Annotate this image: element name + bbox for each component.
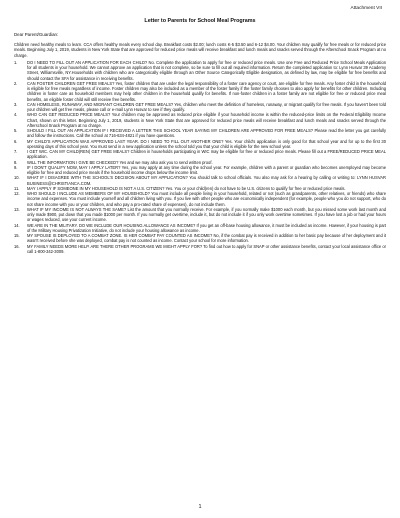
faq-answer: Yes. You or your child(ren) do not have to be U.S. citizens to qualify for free or reduced price meals. [165, 185, 346, 191]
faq-question: DO I NEED TO FILL OUT AN APPLICATION FOR EACH CHILD? [27, 59, 148, 65]
faq-question: I GET WIC. CAN MY CHILD(REN) GET FREE MEALS? [27, 149, 130, 155]
faq-answer: List the amount that you normally receive. For example, if you normally make $1000 each month, but you missed some work last month and only made $900, put down that you made $1000 per month. If you normally get overtime, include it, but do not include it if you only work overtime sometimes. If you have lost a job or had your hours or wages reduced, use your current income. [27, 206, 386, 223]
faq-item-body [27, 207, 386, 223]
faq-item-body [27, 165, 386, 176]
faq-question: IF I DON'T QUALIFY NOW, MAY I APPLY LATER? [27, 164, 121, 170]
faq-question: SHOULD I FILL OUT AN APPLICATION IF I RECEIVED A LETTER THIS SCHOOL YEAR SAYING MY CHILDREN ARE APPROVED FOR FREE MEALS? [27, 128, 314, 134]
faq-answer: To find out how to apply for SNAP or other assistance benefits, contact your local assistance office or call 1-800-342-3009. [27, 243, 386, 254]
faq-answer: Yes, children who meet the definition of homeless, runaway, or migrant qualify for free meals. If you haven't been told your children will get free meals, please call or e-mail Lynn Husvar to see if they qualify. [27, 101, 386, 113]
faq-item [14, 149, 386, 160]
attachment-label: Attachment VII [350, 6, 382, 11]
faq-item-body [27, 223, 386, 234]
faq-item-body [27, 233, 386, 244]
faq-item-body [27, 244, 386, 255]
faq-answer: Your children may be approved as reduced price eligible if your household income is within the reduced-price limits on the Federal Eligibility Income Chart, shown on this letter. Beginning July 1, 2019, students in New York State that are approved for reduced price meals will receive breakfast and lunch meals and snacks served through the Afterschool Snack Program at no charge. [27, 112, 386, 128]
faq-item-number: 3. [14, 101, 18, 107]
faq-item [14, 112, 386, 128]
faq-question: WHAT IF I DISAGREE WITH THE SCHOOL'S DECISION ABOUT MY APPLICATION? [27, 175, 188, 181]
faq-item [14, 60, 386, 81]
faq-item [14, 223, 386, 234]
faq-answer: Yes. Your child's application is only good for that school year and for up to the first 30 operating days of this school year. You must send in a new application unless the school told you that your child is eligible for the new school year. [27, 138, 386, 149]
faq-item-number: 10. [14, 175, 20, 181]
faq-answer: No, if the combat pay is received in addition to her basic pay because of her deployment and it wasn't received before she was deployed, combat pay is not counted as income. Contact your school for more information. [27, 233, 386, 244]
faq-item-number: 15. [14, 233, 20, 239]
faq-item-number: 12. [14, 191, 20, 197]
faq-item-number: 14. [14, 222, 20, 228]
faq-item [14, 165, 386, 176]
faq-question: CAN FOSTER CHILDREN GET FREE MEALS? [27, 80, 115, 86]
faq-question: WHO CAN GET REDUCED PRICE MEALS? [27, 112, 111, 118]
faq-item [14, 175, 386, 186]
faq-item-number: 4. [14, 112, 18, 118]
faq-item [14, 102, 386, 113]
faq-question: WHAT IF MY INCOME IS NOT ALWAYS THE SAME? [27, 206, 127, 212]
faq-item-body [27, 102, 386, 113]
faq-question: MY FAMILY NEEDS MORE HELP. ARE THERE OTHER PROGRAMS WE MIGHT APPLY FOR? [27, 243, 203, 249]
faq-item-number: 7. [14, 149, 18, 155]
faq-item-body [27, 175, 386, 186]
faq-item [14, 207, 386, 223]
faq-question: MAY I APPLY IF SOMEONE IN MY HOUSEHOLD IS NOT A U.S. CITIZEN? [27, 185, 165, 191]
faq-question: MY CHILD'S APPLICATION WAS APPROVED LAST YEAR. DO I NEED TO FILL OUT ANOTHER ONE? [27, 138, 224, 144]
faq-item [14, 81, 386, 102]
faq-item [14, 244, 386, 255]
faq-item-number: 1. [14, 59, 18, 65]
faq-item [14, 191, 386, 207]
faq-item-body [27, 139, 386, 150]
salutation: Dear Parent/Guardian: [14, 32, 59, 37]
faq-item-body [27, 112, 386, 128]
faq-item-body [27, 60, 386, 81]
faq-item-number: 11. [14, 185, 20, 191]
faq-item-body [27, 191, 386, 207]
faq-item-number: 9. [14, 164, 18, 170]
faq-question: CAN HOMELESS, RUNAWAY, AND MIGRANT CHILDREN GET FREE MEALS? [27, 101, 174, 107]
faq-item [14, 139, 386, 150]
faq-item [14, 233, 386, 244]
faq-item [14, 128, 386, 139]
intro-paragraph: Children need healthy meals to learn. CCA offers healthy meals every school day. Breakfast costs $2.00; lunch costs K-5 $3.50 and 6-12 $4.00. Your children may qualify for free meals or for reduced price meals. Beginning July 1, 2019, students in New York State that are approved for reduced price meals will receive breakfast and lunch meals and snacks served through the Afterschool Snack Program at no charge. [14, 42, 386, 58]
faq-item-number: 2. [14, 80, 18, 86]
faq-answer: You must include all people living in your household, related or not (such as grandparents, other relatives, or friends) who share income and expenses. You must include yourself and all children living with you. If you live with other people who are economically independent (for example, people who you do not support, who do not share income with you or your children, and who pay a pro-rated share of expenses), do not include them. [27, 191, 386, 207]
faq-item-number: 8. [14, 159, 18, 165]
faq-item-number: 16. [14, 243, 20, 249]
document-title: Letter to Parents for School Meal Programs [144, 18, 256, 24]
faq-question: WE ARE IN THE MILITARY. DO WE INCLUDE OUR HOUSING ALLOWANCE AS INCOME? [27, 222, 196, 228]
faq-question: WHO SHOULD I INCLUDE AS MEMBERS OF MY HOUSEHOLD? [27, 191, 150, 197]
faq-question: WILL THE INFORMATION I GIVE BE CHECKED? [27, 159, 119, 165]
faq-list [14, 60, 386, 254]
faq-answer: No. Complete the application to apply for free or reduced price meals. Use one Free and Reduced Price School Meals Application for all students in your household. We cannot approve an application that is not complete, so be sure to fill out all required information. Return the completed application to: Lynn Husvar 39 Academy Street, Williamsville, NY.Households with children who are categorically eligible through an Other Source Categorically Eligible designation, as defined by law, may be eligible for free benefits and should contact the SFA for assistance in receiving benefits. [27, 59, 387, 81]
faq-answer: Yes and we may also ask you to send written proof. [119, 159, 213, 165]
faq-item-body [27, 128, 386, 139]
faq-answer: Yes, foster children that are under the legal responsibility of a foster care agency or court, are eligible for free meals. Any foster child in the household is eligible for free meals regardless of income. Foster children may also be included as a member of the foster family if the foster family chooses to also apply for benefits for other children. Including children in foster care as household members may help other children in the household qualify for benefits. If non-foster children in a foster family are not eligible for free or reduced price meal benefits, an eligible foster child will still receive free benefits. [27, 80, 386, 102]
faq-answer: Yes, you may apply at any time during the school year. For example, children with a parent or guardian who becomes unemployed may become eligible for free and reduced price meals if the household income drops below the income limit. [27, 164, 386, 176]
faq-item-number: 5. [14, 128, 18, 134]
faq-answer: Please read the letter you got carefully and follow the instructions. Call the school at 716-634-4821 if you have questions. [27, 128, 386, 139]
faq-item-number: 6. [14, 138, 18, 144]
faq-item-body [27, 149, 386, 160]
faq-item-body [27, 81, 386, 102]
page-number: 1 [198, 504, 202, 510]
faq-answer: Children in households participating in WIC may be eligible for free or reduced price meals. Please fill out a FREE/REDUCED PRICE MEAL application. [27, 149, 387, 160]
faq-item-number: 13. [14, 206, 20, 212]
faq-answer: If you get an off-base housing allowance, it must be included as income. However, if your housing is part of the Military Housing Privatization Initiative, do not include your housing allowance as income. [27, 222, 386, 233]
faq-answer: You should talk to school officials. You also may ask for a hearing by calling or writing to: LYNN HUSVAR BUSINESS@CHRISTIANCA.COM. [27, 175, 386, 186]
faq-question: MY SPOUSE IS DEPLOYED TO A COMBAT ZONE. IS HER COMBAT PAY COUNTED AS INCOME? [27, 233, 213, 239]
